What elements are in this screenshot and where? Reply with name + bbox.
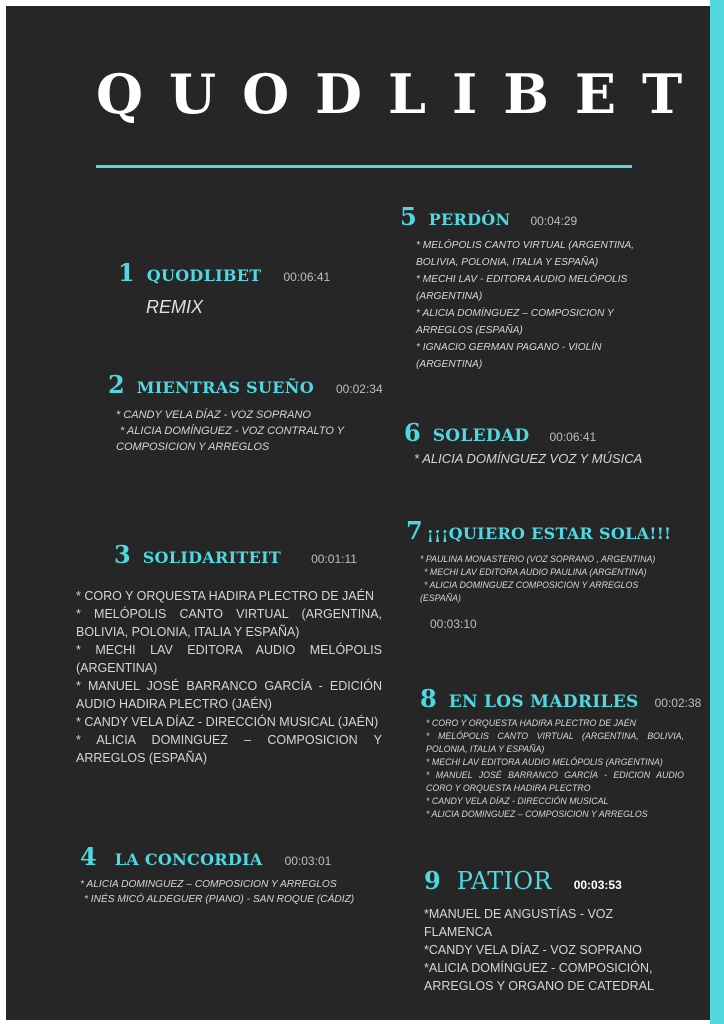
track-2	[108, 370, 383, 455]
track-title: MIENTRAS SUEÑO	[136, 378, 314, 397]
track-title: SOLIDARITEIT	[142, 548, 282, 567]
title-divider	[96, 165, 632, 168]
track-6	[404, 418, 664, 467]
track-number: 3	[114, 540, 131, 569]
track-duration: 00:03:10	[430, 617, 477, 631]
track-number: 1	[118, 258, 135, 287]
track-duration: 00:04:29	[530, 214, 578, 228]
track-title: PERDÓN	[428, 210, 511, 229]
credit-line: * ALICIA DOMINGUEZ – COMPOSICION Y ARREGLOS (ESPAÑA)	[76, 733, 382, 765]
track-title: SOLEDAD	[432, 426, 530, 446]
track-credits	[116, 407, 370, 455]
credit-line: * IGNACIO GERMAN PAGANO - VIOLÍN (ARGENTINA)	[416, 342, 602, 370]
accent-bar	[710, 0, 724, 1024]
track-duration: 00:01:11	[311, 552, 357, 566]
credit-line: * CORO Y ORQUESTA HADIRA PLECTRO DE JAÉN	[426, 718, 637, 728]
track-number: 2	[108, 370, 125, 399]
track-credits	[76, 587, 382, 767]
credit-line: * ALICIA DOMINGUEZ – COMPOSICION Y ARREGLOS	[426, 809, 648, 819]
credit-line: * MECHI LAV EDITORA AUDIO MELÓPOLIS (ARGENTINA)	[76, 643, 382, 675]
credit-line: * ALICIA DOMINGUEZ – COMPOSICION Y ARREGLOS	[80, 879, 337, 890]
track-duration: 00:03:53	[573, 878, 622, 892]
track-number: 5	[400, 202, 417, 231]
track-number: 4	[80, 842, 97, 871]
track-credits	[414, 451, 664, 467]
credit-line: *ALICIA DOMÍNGUEZ - COMPOSICIÓN, ARREGLOS Y ORGANO DE CATEDRAL	[424, 961, 654, 993]
track-duration: 00:02:38	[654, 696, 702, 710]
credit-line: * ALICIA DOMINGUEZ COMPOSICION Y ARREGLOS (ESPAÑA)	[420, 580, 639, 603]
track-duration: 00:06:41	[283, 270, 331, 284]
credit-line: * MECHI LAV EDITORA AUDIO MELÓPOLIS (ARGENTINA)	[426, 757, 663, 767]
track-9	[424, 866, 674, 995]
credit-line: * ALICIA DOMÍNGUEZ - VOZ CONTRALTO Y COMPOSICION Y ARREGLOS	[116, 425, 344, 453]
credit-line: * CANDY VELA DÍAZ - DIRECCIÓN MUSICAL (JAÉN)	[76, 715, 379, 729]
track-credits	[80, 877, 380, 907]
track-number: 6	[404, 418, 421, 447]
track-title: LA CONCORDIA	[114, 850, 263, 869]
track-credits	[426, 717, 684, 821]
track-title: ¡¡¡QUIERO ESTAR SOLA!!!	[426, 524, 672, 543]
track-credits	[424, 905, 674, 995]
credit-line: * CANDY VELA DÍAZ - VOZ SOPRANO	[116, 409, 311, 421]
track-number: 7	[406, 516, 423, 545]
track-title: EN LOS MADRILES	[448, 692, 639, 712]
credit-line: * MANUEL JOSÉ BARRANCO GARCÍA - EDICION AUDIO CORO Y ORQUESTA HADIRA PLECTRO	[426, 770, 684, 793]
credit-line: *MANUEL DE ANGUSTÍAS - VOZ FLAMENCA	[424, 907, 614, 939]
credit-line: * CANDY VELA DÍAZ - DIRECCIÓN MUSICAL	[426, 796, 609, 806]
credit-line: * CORO Y ORQUESTA HADIRA PLECTRO DE JAÉN	[76, 589, 374, 603]
track-subtitle: REMIX	[146, 297, 204, 317]
track-7	[406, 516, 680, 633]
album-title: QUODLIBET	[96, 62, 709, 126]
credit-line: * ALICIA DOMÍNGUEZ – COMPOSICION Y ARREGLOS (ESPAÑA)	[416, 308, 614, 336]
credit-line: * ALICIA DOMÍNGUEZ VOZ Y MÚSICA	[414, 451, 643, 466]
credit-line: * MECHI LAV EDITORA AUDIO PAULINA (ARGENTINA)	[424, 567, 647, 577]
track-duration: 00:03:01	[284, 854, 332, 868]
credit-line: * MANUEL JOSÉ BARRANCO GARCÍA - EDICIÓN AUDIO HADIRA PLECTRO (JAÉN)	[76, 679, 382, 711]
credit-line: * INÉS MICÓ ALDEGUER (PIANO) - SAN ROQUE (CÁDIZ)	[84, 894, 355, 905]
track-number: 9	[424, 866, 441, 895]
track-8	[420, 684, 702, 821]
track-4	[80, 842, 380, 907]
credit-line: *CANDY VELA DÍAZ - VOZ SOPRANO	[424, 943, 642, 957]
track-1	[118, 258, 358, 318]
track-credits	[416, 237, 650, 373]
track-duration: 00:06:41	[549, 430, 597, 444]
track-3	[76, 540, 382, 767]
credit-line: * MECHI LAV - EDITORA AUDIO MELÓPOLIS (ARGENTINA)	[416, 274, 628, 302]
track-title: PATIOR	[456, 867, 552, 895]
track-number: 8	[420, 684, 437, 713]
track-title: QUODLIBET	[146, 266, 262, 285]
track-5	[400, 202, 650, 373]
track-duration: 00:02:34	[335, 382, 383, 396]
track-credits	[420, 553, 680, 605]
credit-line: * PAULINA MONASTERIO (VOZ SOPRANO , ARGENTINA)	[420, 554, 656, 564]
credit-line: * MELÓPOLIS CANTO VIRTUAL (ARGENTINA, BOLIVIA, POLONIA, ITALIA Y ESPAÑA)	[76, 607, 382, 639]
credit-line: * MELÓPOLIS CANTO VIRTUAL (ARGENTINA, BOLIVIA, POLONIA, ITALIA Y ESPAÑA)	[426, 731, 684, 754]
credit-line: * MELÓPOLIS CANTO VIRTUAL (ARGENTINA, BOLIVIA, POLONIA, ITALIA Y ESPAÑA)	[416, 240, 634, 268]
